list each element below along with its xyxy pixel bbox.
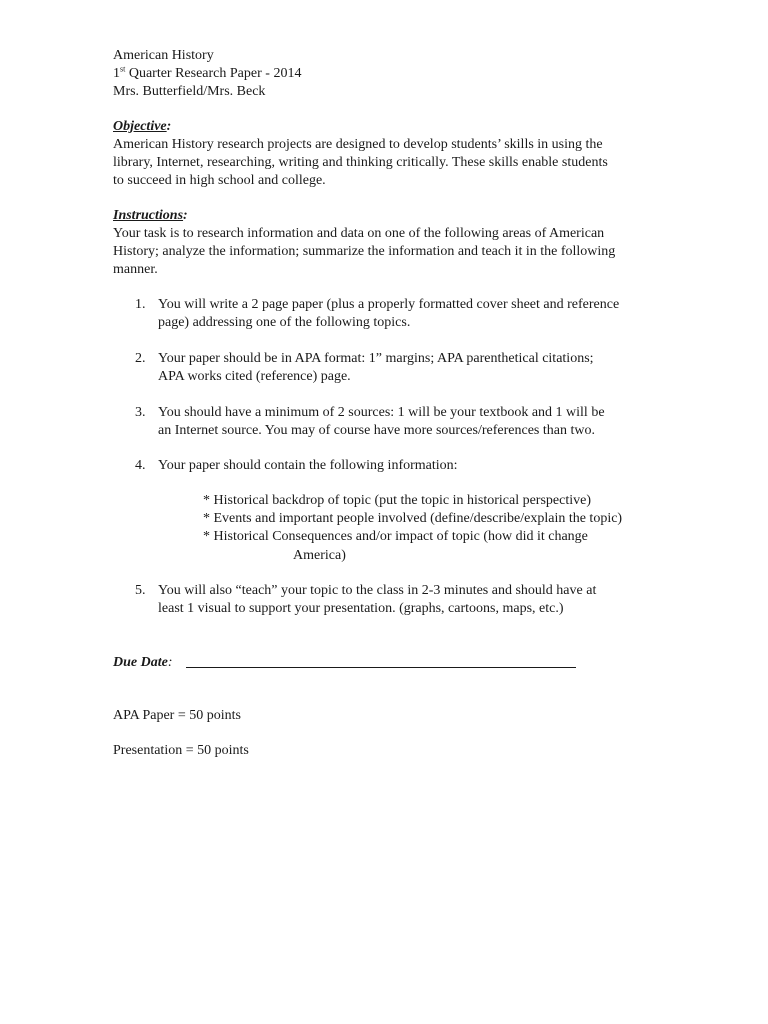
apa-paper-points: APA Paper = 50 points [113, 708, 241, 723]
instructions-heading [113, 207, 188, 225]
list-item-line: Your paper should contain the following information: [158, 458, 458, 473]
list-item-number: 2. [135, 351, 146, 366]
objective-line: American History research projects are designed to develop students’ skills in using the [113, 137, 603, 152]
list-item-line: page) addressing one of the following topics. [158, 315, 411, 330]
list-item-line: APA works cited (reference) page. [158, 369, 351, 384]
due-date-label [113, 654, 173, 672]
teacher-names: Mrs. Butterfield/Mrs. Beck [113, 84, 266, 99]
paper-title-text: Quarter Research Paper - 2014 [125, 66, 302, 81]
list-item-line: Your paper should be in APA format: 1” margins; APA parenthetical citations; [158, 351, 594, 366]
list-item-number: 1. [135, 297, 146, 312]
list-item-line: least 1 visual to support your presentation. (graphs, cartoons, maps, etc.) [158, 601, 564, 616]
instructions-line: manner. [113, 262, 158, 277]
list-item-line: You will also “teach” your topic to the class in 2-3 minutes and should have at [158, 583, 597, 598]
instructions-line: History; analyze the information; summarize the information and teach it in the following [113, 244, 616, 259]
objective-heading [113, 118, 171, 136]
list-item-line: You should have a minimum of 2 sources: 1 will be your textbook and 1 will be [158, 405, 605, 420]
course-title: American History [113, 48, 214, 63]
objective-line: to succeed in high school and college. [113, 173, 326, 188]
paper-title [113, 65, 301, 83]
due-date-label-text: Due Date [113, 655, 168, 670]
quarter-number: 1 [113, 66, 120, 81]
bullet-item: * Events and important people involved (define/describe/explain the topic) [203, 511, 623, 526]
instructions-colon: : [183, 208, 188, 223]
objective-heading-text: Objective [113, 119, 167, 134]
objective-line: library, Internet, researching, writing and thinking critically. These skills enable students [113, 155, 608, 170]
list-item-number: 4. [135, 458, 146, 473]
instructions-line: Your task is to research information and data on one of the following areas of American [113, 226, 605, 241]
due-date-colon: : [167, 655, 173, 670]
bullet-item: * Historical Consequences and/or impact of topic (how did it change [203, 529, 588, 544]
list-item-line: an Internet source. You may of course have more sources/references than two. [158, 423, 595, 438]
objective-colon: : [166, 119, 172, 134]
bullet-item: * Historical backdrop of topic (put the topic in historical perspective) [203, 493, 591, 508]
due-date-blank-line [186, 667, 576, 668]
list-item-number: 5. [135, 583, 146, 598]
instructions-heading-text: Instructions [113, 208, 184, 223]
quarter-ordinal: st [120, 64, 126, 74]
presentation-points: Presentation = 50 points [113, 743, 249, 758]
bullet-item-continuation: America) [293, 548, 346, 563]
list-item-number: 3. [135, 405, 146, 420]
list-item-line: You will write a 2 page paper (plus a properly formatted cover sheet and reference [158, 297, 620, 312]
